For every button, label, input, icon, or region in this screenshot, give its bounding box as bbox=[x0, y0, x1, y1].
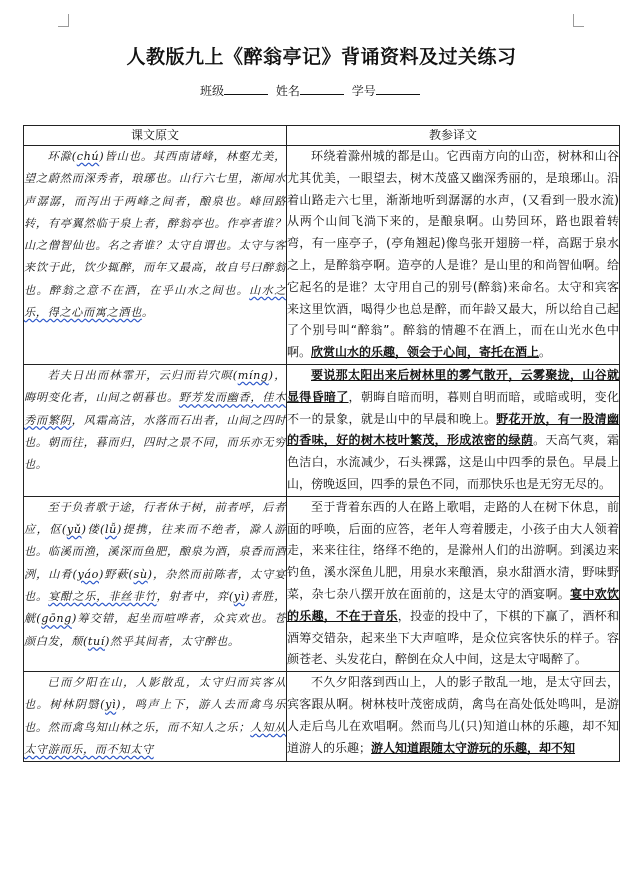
annotated-phrase: lǚ bbox=[104, 523, 117, 537]
annotated-phrase: gōng bbox=[41, 612, 72, 626]
translation-text-cell bbox=[287, 496, 620, 671]
emphasized-phrase: 野花开放，有一股清幽的香味，好的树木枝叶繁茂，形成浓密的绿荫 bbox=[287, 411, 619, 448]
emphasized-phrase: 欣赏山水的乐趣，领会于心间，寄托在酒上 bbox=[311, 345, 540, 360]
emphasized-phrase: 游人知道跟随太守游玩的乐趣，却不知 bbox=[371, 740, 576, 755]
text-segment: )偻( bbox=[81, 523, 105, 537]
text-segment: 环滁( bbox=[47, 150, 77, 163]
class-blank[interactable] bbox=[224, 84, 268, 95]
annotated-phrase: chú bbox=[76, 150, 100, 163]
annotated-phrase: tuí bbox=[87, 634, 105, 648]
text-segment: 若夫日出而林霏开，云归而岩穴暝( bbox=[47, 368, 238, 382]
text-segment: 至于背着东西的人在路上歌唱，走路的人在树下休息，前面的呼唤，后面的应答，老年人弯着腰走，小孩子由大人领着走，来来往往，络绎不绝的，是滁州人们的出游啊。到溪边来钓鱼，溪水深鱼儿肥，用泉水来酿酒，泉水甜酒水清，野味野菜，杂七杂八摆开放在面前的，这是太守的酒宴啊。 bbox=[287, 499, 619, 601]
text-segment: 。 bbox=[539, 345, 552, 360]
annotated-phrase: 人知从太守游而乐，而不知太守 bbox=[24, 720, 286, 757]
document-title: 人教版九上《醉翁亭记》背诵资料及过关练习 bbox=[126, 46, 517, 68]
name-blank[interactable] bbox=[300, 84, 344, 95]
text-segment: 已而夕阳在山，人影散乱，太守归而宾客从也。树林阴翳( bbox=[24, 676, 286, 712]
id-label: 学号 bbox=[351, 84, 376, 98]
text-segment: 。 bbox=[141, 306, 154, 320]
emphasized-phrase: 宴中欢饮的乐趣，不在于音乐 bbox=[287, 586, 619, 623]
text-segment: ，投壶的投中了，下棋的下赢了，酒杯和酒筹交错杂，起来坐下大声喧哗，是众位宾客快乐的样子。容颜苍老、头发花白，醉倒在众人中间，这是太守喝醉了。 bbox=[287, 608, 619, 667]
annotated-phrase: sù bbox=[133, 567, 148, 581]
crop-mark-top-left bbox=[58, 14, 69, 27]
table-row bbox=[24, 496, 620, 671]
annotated-phrase: yì bbox=[233, 589, 245, 603]
text-segment: ，朝晦自暗而明，暮则自明而暗，或暗或明，变化不一的景象，就是山中的早晨和晚上。 bbox=[287, 389, 619, 426]
text-segment: )野蔌( bbox=[99, 567, 134, 581]
annotated-phrase: 宴酣之乐，非丝非竹 bbox=[48, 589, 157, 603]
text-segment: ，射者中，弈( bbox=[156, 589, 234, 603]
text-segment: )皆山也。其西南诸峰，林壑尤美，望之蔚然而深秀者，琅琊也。山行六七里，渐闻水声潺潺，而泻出于两峰之间者，酿泉也。峰回路转，有亭翼然临于泉上者，醉翁亭也。作亭者谁？山之僧智仙也。名之者谁？太守自谓也。太守与客来饮于此，饮少辄醉，而年又最高，故自号曰醉翁也。醉翁之意不在酒，在乎山水之间也。 bbox=[24, 150, 287, 297]
class-label: 班级 bbox=[200, 84, 225, 98]
text-segment: )然乎其间者，太守醉也。 bbox=[105, 634, 240, 648]
table-row bbox=[24, 146, 620, 365]
original-text-cell bbox=[24, 496, 287, 671]
text-segment: 不久夕阳落到西山上，人的影子散乱一地，是太守回去，宾客跟从啊。树林枝叶茂密成荫，禽鸟在高处低处鸣叫，是游人走后鸟儿在欢唱啊。然而鸟儿(只)知道山林的乐趣，却不知道游人的乐趣； bbox=[287, 675, 619, 755]
header-translation: 教参译文 bbox=[287, 126, 620, 146]
table-row bbox=[24, 364, 620, 496]
translation-text-cell bbox=[287, 364, 620, 496]
student-info-line bbox=[200, 82, 424, 99]
translation-text-cell bbox=[287, 672, 620, 762]
original-text-cell bbox=[24, 146, 287, 365]
text-segment: 环绕着滁州城的都是山。它西南方向的山峦，树林和山谷尤其优美，一眼望去，树木茂盛又幽深秀丽的，是琅琊山。沿着山路走六七里，渐渐地听到潺潺的水声，(又看到一股水流)从两个山间飞淌下来的，是酿泉啊。山势回环，路也跟着转弯，有一座亭子，(亭角翘起)像鸟张开翅膀一样，高踞于泉水之上，是醉翁亭啊。造亭的人是谁？是山里的和尚智仙啊。给它起名的是谁？太守用自己的别号(醉翁)来命名。太守和宾客来这里饮酒，喝得少也总是醉，而年龄又最大，所以给自己起了个别号叫“醉翁”。醉翁的情趣不在酒上，而在山光水色中啊。 bbox=[287, 149, 619, 360]
annotated-phrase: yáo bbox=[77, 567, 99, 581]
annotated-phrase: 山水之乐，得之心而寓之酒也 bbox=[24, 283, 286, 320]
id-blank[interactable] bbox=[376, 84, 420, 95]
annotated-phrase: yì bbox=[105, 698, 117, 712]
name-label: 姓名 bbox=[275, 84, 300, 98]
text-segment: )筹交错，起坐而喧哗者，众宾欢也。苍颜白发，颓( bbox=[24, 612, 286, 648]
translation-text-cell bbox=[287, 146, 620, 365]
crop-mark-top-right bbox=[573, 14, 584, 27]
table-row bbox=[24, 672, 620, 762]
header-original: 课文原文 bbox=[24, 126, 287, 146]
text-segment: )，杂然而前陈者，太守宴也。 bbox=[24, 567, 286, 603]
original-text-cell bbox=[24, 672, 287, 762]
emphasized-phrase: 要说那太阳出来后树林里的雾气散开，云雾聚拢，山谷就显得昏暗了 bbox=[287, 367, 619, 404]
annotated-phrase: yǔ bbox=[66, 523, 82, 537]
text-segment: )，晦明变化者，山间之朝暮也。 bbox=[24, 368, 286, 405]
text-segment: )，鸣声上下，游人去而禽鸟乐也。然而禽鸟知山林之乐，而不知人之乐； bbox=[24, 698, 286, 734]
original-text-cell bbox=[24, 364, 287, 496]
text-translation-table bbox=[23, 125, 620, 762]
annotated-phrase: míng bbox=[237, 368, 269, 382]
annotated-phrase: 野芳发而幽香，佳木秀而繁阴 bbox=[24, 391, 286, 427]
table-header-row bbox=[24, 126, 620, 146]
text-segment: )提携，往来而不绝者，滁人游也。临溪而渔，溪深而鱼肥，酿泉为酒，泉香而酒洌，山肴( bbox=[24, 523, 287, 581]
text-segment: 至于负者歌于途，行者休于树，前者呼，后者应，伛( bbox=[24, 500, 286, 537]
text-segment: ，风霜高洁，水落而石出者，山间之四时也。朝而往，暮而归，四时之景不同，而乐亦无穷也。 bbox=[24, 413, 286, 472]
text-segment: 。天高气爽，霜色洁白，水流减少，石头裸露，这是山中四季的景色。早晨上山，傍晚返回，四季的景色不同，而那快乐也是无穷无尽的。 bbox=[287, 433, 619, 491]
text-segment: )者胜，觥( bbox=[24, 589, 287, 626]
